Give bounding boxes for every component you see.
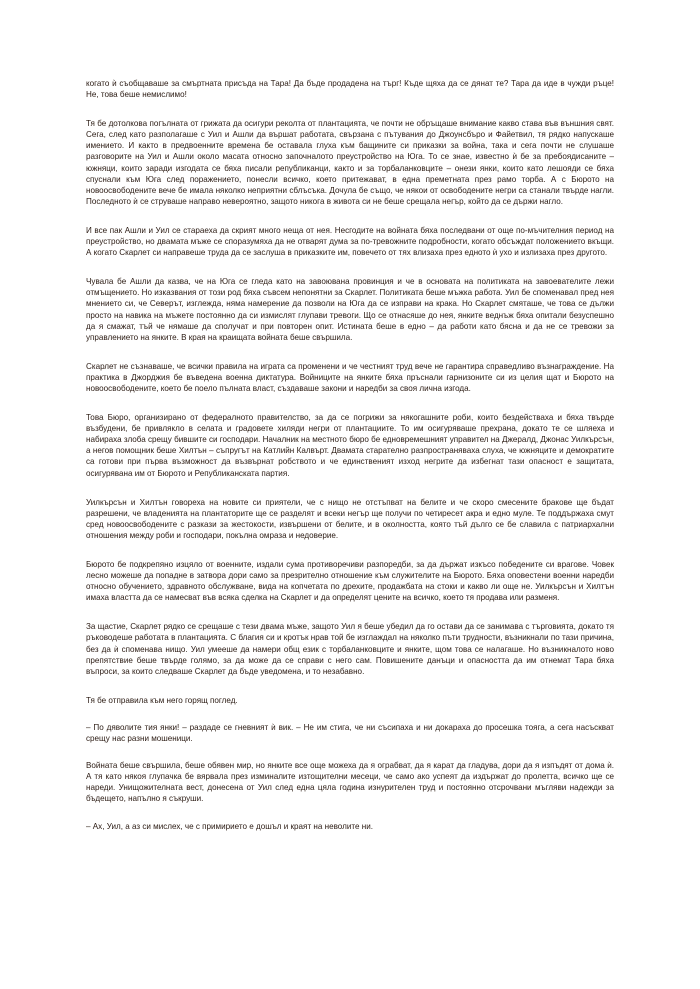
- paragraph-8: Бюрото бе подкрепяно изцяло от военните, издали сума противоречиви разпоредби, за да държат изкъсо победените си врагове. Човек лесно можеше да попадне в затвора дори само за презрително отношение към служителите на Бюрото. Бяха оповестени военни наредби относно обучението, здравното обслужване, вида на копчетата по дрехите, продажбата на стоки и какво ли още не. Уилкърсън и Хилтън имаха властта да се намесват във всяка сделка на Скарлет и да определят цените на всичко, което тя продава или разменя.: [86, 560, 614, 603]
- paragraph-5: Скарлет не съзнаваше, че всички правила на играта са променени и че честният труд вече не гарантира справедливо възнаграждение. На практика в Джорджия бе въведена военна диктатура. Войниците на янките бяха пръснали гарнизоните си из целия щат и Бюрото на новоосвободените, което бе поело пълната власт, създаваше закони и наредби за своя лична изгода.: [86, 361, 614, 393]
- paragraph-13: – Ах, Уил, а аз си мислех, че с примирието е дошъл и краят на неволите ни.: [86, 821, 373, 831]
- paragraph-2: Тя бе дотолкова погълната от грижата да осигури реколта от плантацията, че почти не обръщаше внимание какво става във външния свят. Сега, след като разполагаше с Уил и Ашли да вършат работата, свързана с пътувания до Джоунсбъро и Файетвил, тя рядко напускаше имението. И както в предвоенните времена бе оставала глуха към бащините си приказки за война, така и сега почти не слушаше разговорите на Уил и Ашли около масата относно започналото преустройство на Юга. То се знае, известно ѝ бе за пребоядисаните – южняци, които заради изгодата се бяха писали републиканци, както и за торбаланковците – онези янки, които като лешояди се бяха спуснали към Юга след поражението, понесли всичко, което притежават, в една преметната през рамо торба. А с Бюрото на новоосвободените вече бе имала няколко неприятни сблъсъка. Дочула бе също, че някои от освободените негри са станали твърде нагли. Последното ѝ се струваше направо невероятно, защото никога в живота си не беше срещала негър, който да се държи нагло.: [86, 119, 614, 206]
- paragraph-11: – По дяволите тия янки! – раздаде се гневният ѝ вик. – Не им стига, че ни съсипаха и ни докараха до просешка тояга, а сега насъскват срещу нас разни мошеници.: [86, 722, 614, 744]
- paragraph-4: Чувала бе Ашли да казва, че на Юга се гледа като на завоювана провинция и че в основата на политиката на завоевателите лежи отмъщението. Но изказвания от този род бяха съвсем непонятни за Скарлет. Политиката беше мъжка работа. Уил бе споменавал пред нея мнението си, че Северът, изглежда, няма намерение да позволи на Юга да се изправи на крака. Но Скарлет смяташе, че това се дължи просто на навика на мъжете постоянно да си измислят глупави тревоги. Що се отнасяше до нея, янките веднъж бяха опитали безуспешно да я смажат, тъй че нямаше да сполучат и при повторен опит. Истината беше в едно – да работи като бясна и да не се тревожи за управлението на янките. В края на краищата войната беше свършила.: [86, 277, 614, 342]
- paragraph-1: когато ѝ съобщаваше за смъртната присъда на Тара! Да бъде продадена на търг! Къде щяха да се дянат те? Тара да иде в чужди ръце! Не, това беше немислимо!: [86, 79, 614, 100]
- paragraph-3: И все пак Ашли и Уил се стараеха да скрият много неща от нея. Несгодите на войната бяха последвани от още по-мъчителния период на преустройство, но двамата мъже се споразумяха да не отварят дума за по-тревожните подробности, когато обсъждат положението вкъщи. А когато Скарлет си направеше труда да се заслуша в приказките им, повечето от тях влизаха през едното ѝ ухо и излизаха през другото.: [86, 225, 614, 258]
- paragraph-10: Тя бе отправила към него горящ поглед.: [86, 695, 238, 705]
- paragraph-6: Това Бюро, организирано от федералното правителство, за да се погрижи за някогашните роби, които бездействаха и бяха твърде възбудени, бе привлякло в селата и градовете хиляди негри от плантациите. То им осигуряваше прехрана, докато те се шляеха и набираха злоба срещу бившите си господари. Началник на местното бюро бе едновремешният управител на Джералд, Джонас Уилкърсън, а негов помощник беше Хилтън – съпругът на Катлийн Калвърт. Двамата старателно разпространяваха слуха, че южняците и демократите са готови при първа възможност да възвърнат робството и че единственият изход негрите да избегнат тази опасност е защитата, осигурявана им от Бюрото и Републиканската партия.: [86, 413, 614, 478]
- paragraph-9: За щастие, Скарлет рядко се срещаше с тези двама мъже, защото Уил я беше убедил да го остави да се занимава с търговията, докато тя ръководеше работата в плантацията. С благия си и кротък нрав той бе изглаждал на няколко пъти трудности, възникнали по тази причина, без да ѝ споменава нищо. Уил умееше да намери общ език с торбаланковците и янките, щом това се налагаше. Но възникналото ново препятствие беше твърде голямо, за да може да се справи с него сам. Повишените данъци и опасността да им отнемат Тара бяха въпроси, за които следваше Скарлет да бъде уведомена, и то незабавно.: [86, 622, 614, 676]
- paragraph-12: Войната беше свършила, беше обявен мир, но янките все още можеха да я ограбват, да я карат да гладува, дори да я изпъдят от дома ѝ. А тя като някоя глупачка бе вярвала през изминалите изтощителни месеци, че само ако успеят да издържат до пролетта, всичко ще се нареди. Унищожителната вест, донесена от Уил след една цяла година изнурителен труд и постоянно отсрочвани мъгляви надежди за бъдещето, напълно я съкруши.: [86, 761, 614, 804]
- paragraph-7: Уилкърсън и Хилтън говореха на новите си приятели, че с нищо не отстъпват на белите и че скоро смесените бракове ще бъдат разрешени, че владенията на плантаторите ще се разделят и всеки негър ще получи по четиресет акра и едно муле. Те поддържаха смут сред новоосвободените с разкази за жестокости, извършени от белите, и в околността, която тъй дълго се бе славила с патриархални отношения между роби и господари, покълна омраза и недоверие.: [86, 497, 614, 540]
